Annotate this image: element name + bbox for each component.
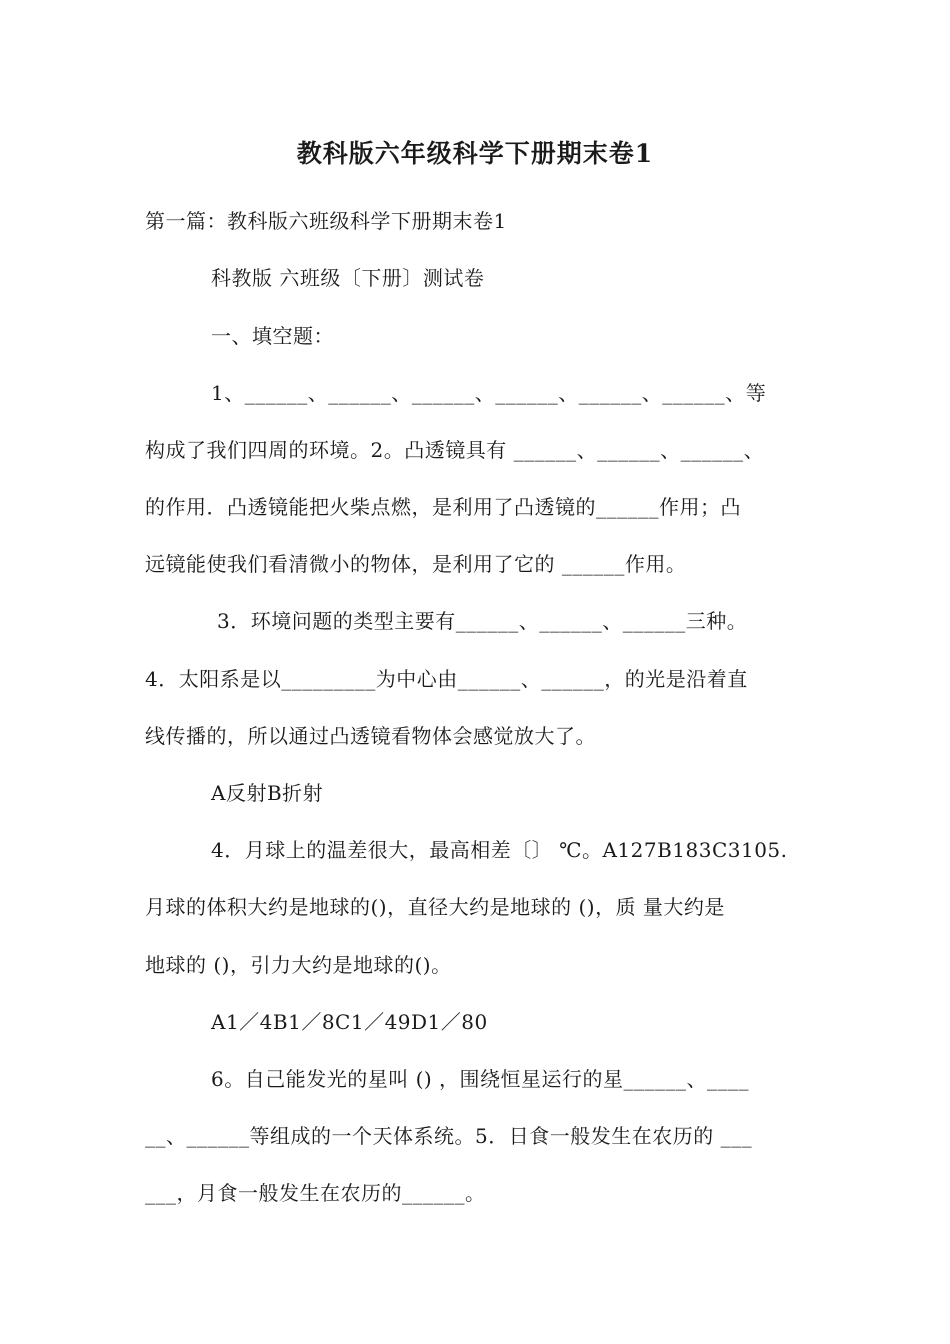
answer-options: A1／4B1／8C1／49D1／80 bbox=[211, 1010, 488, 1034]
question-section-heading: 一、填空题： bbox=[211, 324, 334, 348]
paragraph-line: 构成了我们四周的环境。2。凸透镜具有 ______、______、______、 bbox=[145, 438, 765, 462]
test-paper-subtitle: 科教版 六班级〔下册〕测试卷 bbox=[211, 266, 485, 290]
paragraph-line: ___，月食一般发生在农历的______。 bbox=[145, 1181, 486, 1205]
paragraph-line: 的作用．凸透镜能把火柴点燃，是利用了凸透镜的______作用；凸 bbox=[145, 495, 741, 519]
document-title: 教科版六年级科学下册期末卷1 bbox=[296, 139, 654, 168]
paragraph-line: 远镜能使我们看清微小的物体，是利用了它的 ______作用。 bbox=[145, 552, 687, 576]
paragraph-line: 4．月球上的温差很大，最高相差〔〕 ℃。A127B183C3105. bbox=[211, 838, 788, 862]
paragraph-line: 月球的体积大约是地球的()，直径大约是地球的 ()，质 量大约是 bbox=[145, 895, 725, 919]
paragraph-line: __、______等组成的一个天体系统。5．日食一般发生在农历的 ___ bbox=[145, 1124, 753, 1148]
paragraph-line: 6。自己能发光的星叫 () ，围绕恒星运行的星______、____ bbox=[211, 1067, 750, 1091]
paragraph-line: 地球的 ()，引力大约是地球的()。 bbox=[145, 953, 452, 977]
paragraph-line: 3．环境问题的类型主要有______、______、______三种。 bbox=[217, 609, 748, 633]
answer-options: A反射B折射 bbox=[211, 781, 324, 805]
paragraph-line: 1、______、______、______、______、______、______、等 bbox=[211, 381, 767, 405]
paragraph-line: 线传播的，所以通过凸透镜看物体会感觉放大了。 bbox=[145, 724, 596, 748]
section-heading: 第一篇：教科版六班级科学下册期末卷1 bbox=[145, 209, 507, 233]
paragraph-line: 4．太阳系是以_________为中心由______、______，的光是沿着直 bbox=[145, 667, 748, 691]
